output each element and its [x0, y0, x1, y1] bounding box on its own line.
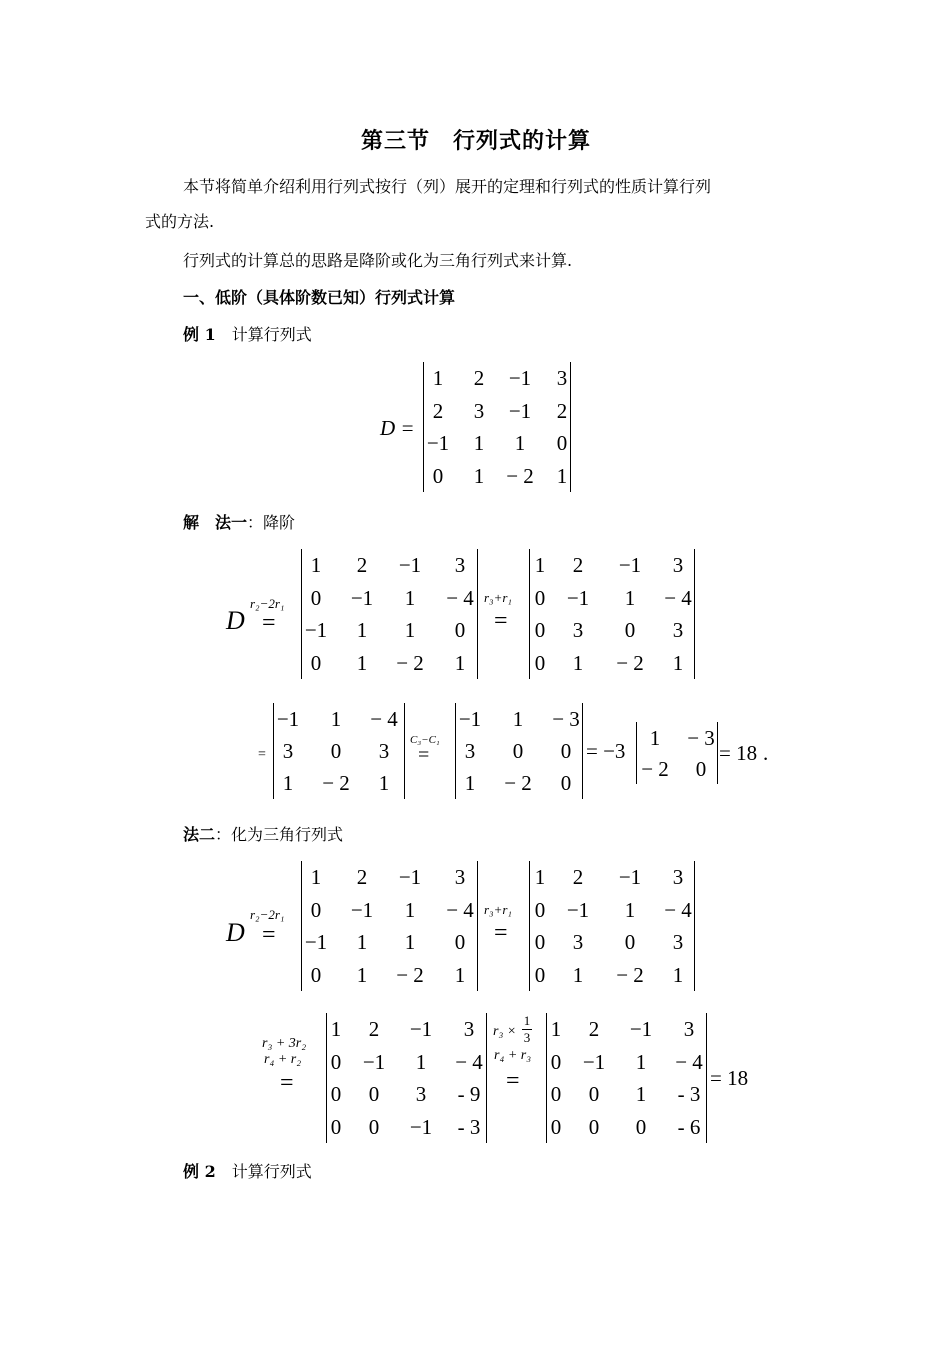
matrix-cell: 0 [330, 739, 342, 763]
matrix-cell: 1 [473, 463, 485, 488]
example-2-text: 计算行列式 [231, 1162, 312, 1181]
matrix-cell: 1 [454, 650, 466, 675]
op-r3-plus-3r2: r₃ + 3r₂ [262, 1036, 307, 1051]
matrix-cell: 0 [550, 1114, 562, 1139]
matrix-cell: −1 [350, 897, 374, 922]
solution-heading [183, 513, 295, 533]
matrix-cell: − 4 [446, 585, 474, 610]
matrix-cell: - 3 [677, 1082, 701, 1107]
matrix-cell: 2 [356, 553, 368, 578]
matrix-cell: 0 [550, 1082, 562, 1107]
example-2-heading [183, 1162, 312, 1182]
matrix-cell: 1 [356, 962, 368, 987]
op-r3-plus-r1: r₃+r₁ [484, 590, 512, 605]
matrix-cell: 3 [464, 739, 476, 763]
matrix-cell: - 9 [457, 1082, 481, 1107]
d-symbol-1: D [226, 606, 245, 635]
determinant-step-2 [529, 549, 695, 679]
matrix-cell: 2 [473, 366, 485, 391]
matrix-cell: 1 [534, 553, 546, 578]
matrix-cell: 0 [310, 897, 322, 922]
equals-7: = [280, 1070, 294, 1096]
equals-6: = [494, 920, 508, 946]
matrix-cell: 0 [534, 897, 546, 922]
approach-paragraph: 行列式的计算总的思路是降阶或化为三角行列式来计算. [183, 251, 573, 270]
matrix-cell: 0 [368, 1114, 380, 1139]
matrix-cell: 1 [404, 930, 416, 955]
matrix-cell: 1 [672, 962, 684, 987]
matrix-cell: −1 [409, 1114, 433, 1139]
matrix-cell: 0 [512, 739, 524, 763]
matrix-cell: − 2 [506, 463, 534, 488]
op-r4-plus-r3: r₄ + r₃ [494, 1048, 532, 1063]
matrix-cell: 3 [572, 930, 584, 955]
matrix-cell: − 4 [370, 707, 398, 731]
matrix-cell: 1 [624, 585, 636, 610]
equals-neg-3: = −3 [586, 739, 626, 763]
intro-paragraph-line-2: 式的方法. [145, 212, 215, 231]
matrix-cell: 0 [534, 585, 546, 610]
matrix-cell: 0 [635, 1114, 647, 1139]
matrix-cell: - 6 [677, 1114, 701, 1139]
matrix-cell: − 2 [396, 650, 424, 675]
matrix-cell: 0 [560, 771, 572, 795]
matrix-cell: 1 [556, 463, 568, 488]
matrix-cell: 2 [356, 865, 368, 890]
matrix-cell: 0 [624, 930, 636, 955]
period: . [763, 741, 769, 765]
matrix-cell: 3 [683, 1017, 695, 1042]
equals-4: = [418, 744, 430, 766]
result-18-method-1: = 18 [719, 741, 758, 765]
matrix-cell: −1 [618, 553, 642, 578]
matrix-cell: 1 [512, 707, 524, 731]
determinant-step-4 [529, 861, 695, 991]
matrix-cell: 1 [330, 707, 342, 731]
matrix-cell: 1 [624, 897, 636, 922]
op-r3-plus-r1-b: r₃+r₁ [484, 902, 512, 917]
matrix-cell: 3 [454, 553, 466, 578]
matrix-cell: −1 [582, 1049, 606, 1074]
matrix-cell: 3 [415, 1082, 427, 1107]
matrix-cell: − 4 [675, 1049, 703, 1074]
matrix-cell: −1 [398, 553, 422, 578]
matrix-cell: − 2 [616, 962, 644, 987]
op-r2-minus-2r1: r₂−2r₁ [250, 596, 285, 611]
matrix-cell: 3 [672, 618, 684, 643]
matrix-cell: 3 [556, 366, 568, 391]
matrix-cell: −1 [409, 1017, 433, 1042]
matrix-cell: 0 [310, 585, 322, 610]
matrix-cell: 1 [310, 865, 322, 890]
matrix-cell: 0 [588, 1114, 600, 1139]
d-equals-label: D = [380, 416, 415, 440]
matrix-cell: −1 [566, 897, 590, 922]
determinant-2x2 [636, 722, 718, 784]
method-1-text: ：降阶 [247, 513, 296, 532]
matrix-cell: 1 [356, 650, 368, 675]
determinant-step-1 [301, 549, 478, 679]
matrix-cell: 0 [310, 650, 322, 675]
matrix-cell: 2 [572, 865, 584, 890]
matrix-cell: 0 [432, 463, 444, 488]
result-18-method-2: = 18 [710, 1066, 749, 1090]
method-2-text: ：化为三角行列式 [215, 825, 344, 844]
matrix-cell: 1 [514, 431, 526, 456]
example-1-heading [183, 325, 312, 345]
matrix-cell: 0 [534, 618, 546, 643]
matrix-cell: − 4 [455, 1049, 483, 1074]
matrix-cell: 1 [356, 930, 368, 955]
example-1-text: 计算行列式 [231, 325, 312, 344]
matrix-cell: 3 [454, 865, 466, 890]
matrix-cell: 1 [356, 618, 368, 643]
fraction-denominator: 3 [523, 1030, 531, 1045]
equals-3: = [258, 747, 266, 762]
method-2-label: 法二 [183, 825, 216, 844]
matrix-cell: 1 [572, 962, 584, 987]
matrix-cell: −1 [304, 618, 328, 643]
matrix-cell: 0 [330, 1114, 342, 1139]
page-title: 第三节 行列式的计算 [360, 128, 591, 154]
matrix-cell: 1 [330, 1017, 342, 1042]
matrix-cell: 0 [624, 618, 636, 643]
matrix-cell: 0 [368, 1082, 380, 1107]
equals-2: = [494, 608, 508, 634]
matrix-cell: 1 [404, 585, 416, 610]
matrix-cell: 1 [534, 865, 546, 890]
example-1-label: 例 1 [183, 325, 216, 344]
matrix-cell: −1 [629, 1017, 653, 1042]
matrix-cell: 2 [588, 1017, 600, 1042]
determinant-upper-triangular [546, 1013, 707, 1143]
matrix-cell: −1 [304, 930, 328, 955]
matrix-cell: 2 [368, 1017, 380, 1042]
matrix-cell: − 3 [552, 707, 580, 731]
op-r3-times: r₃ × [493, 1024, 517, 1039]
matrix-cell: − 4 [664, 897, 692, 922]
example-2-label: 例 2 [183, 1162, 216, 1181]
matrix-cell: 3 [473, 398, 485, 423]
matrix-cell: 1 [404, 897, 416, 922]
matrix-cell: 1 [415, 1049, 427, 1074]
matrix-cell: 1 [454, 962, 466, 987]
matrix-cell: 0 [330, 1049, 342, 1074]
matrix-cell: 1 [432, 366, 444, 391]
matrix-cell: −1 [362, 1049, 386, 1074]
determinant-step-5 [326, 1013, 487, 1143]
matrix-cell: −1 [566, 585, 590, 610]
op-r2-minus-2r1-b: r₂−2r₁ [250, 907, 285, 922]
matrix-cell: 3 [672, 930, 684, 955]
determinant-3x3-b [455, 703, 583, 799]
matrix-cell: 0 [556, 431, 568, 456]
matrix-cell: 0 [454, 930, 466, 955]
matrix-cell: 2 [572, 553, 584, 578]
matrix-cell: 1 [635, 1049, 647, 1074]
matrix-cell: 1 [572, 650, 584, 675]
matrix-cell: 2 [432, 398, 444, 423]
determinant-3x3-a [273, 703, 405, 799]
matrix-cell: 1 [649, 725, 661, 750]
matrix-cell: 0 [560, 739, 572, 763]
matrix-cell: −1 [350, 585, 374, 610]
matrix-cell: 0 [330, 1082, 342, 1107]
matrix-cell: 0 [534, 962, 546, 987]
solution-label: 解 [183, 513, 200, 532]
matrix-cell: 0 [454, 618, 466, 643]
matrix-cell: 0 [534, 650, 546, 675]
equals-1: = [262, 610, 276, 636]
matrix-cell: − 4 [664, 585, 692, 610]
matrix-cell: 1 [404, 618, 416, 643]
matrix-cell: −1 [618, 865, 642, 890]
matrix-cell: −1 [276, 707, 300, 731]
matrix-cell: 0 [695, 756, 707, 781]
op-c3-minus-c1: C₃−C₁ [410, 734, 440, 746]
matrix-cell: 1 [310, 553, 322, 578]
matrix-cell: 0 [534, 930, 546, 955]
matrix-cell: −1 [398, 865, 422, 890]
matrix-cell: − 2 [504, 771, 532, 795]
matrix-cell: 1 [635, 1082, 647, 1107]
section-heading-1: 一、低阶（具体阶数已知）行列式计算 [183, 288, 456, 307]
matrix-cell: −1 [426, 431, 450, 456]
determinant-d [423, 362, 571, 492]
matrix-cell: - 3 [457, 1114, 481, 1139]
matrix-cell: − 2 [641, 756, 669, 781]
matrix-cell: 1 [464, 771, 476, 795]
matrix-cell: − 2 [616, 650, 644, 675]
method-1-label: 法一 [215, 513, 248, 532]
matrix-cell: −1 [458, 707, 482, 731]
matrix-cell: 0 [550, 1049, 562, 1074]
fraction-numerator: 1 [523, 1013, 531, 1028]
method-2-heading [183, 825, 343, 845]
intro-paragraph-line-1: 本节将简单介绍利用行列式按行（列）展开的定理和行列式的性质计算行列 [183, 177, 712, 196]
op-r4-plus-r2: r₄ + r₂ [264, 1052, 302, 1067]
matrix-cell: −1 [508, 398, 532, 423]
matrix-cell: 0 [310, 962, 322, 987]
matrix-cell: −1 [508, 366, 532, 391]
matrix-cell: 3 [378, 739, 390, 763]
matrix-cell: − 3 [687, 725, 715, 750]
matrix-cell: 3 [572, 618, 584, 643]
matrix-cell: 3 [282, 739, 294, 763]
matrix-cell: − 2 [396, 962, 424, 987]
matrix-cell: 1 [473, 431, 485, 456]
matrix-cell: − 4 [446, 897, 474, 922]
matrix-cell: 1 [550, 1017, 562, 1042]
matrix-cell: 0 [588, 1082, 600, 1107]
equals-5: = [262, 922, 276, 948]
matrix-cell: 3 [672, 553, 684, 578]
matrix-cell: 1 [672, 650, 684, 675]
matrix-cell: 2 [556, 398, 568, 423]
determinant-step-3 [301, 861, 478, 991]
equals-8: = [506, 1068, 520, 1094]
matrix-cell: 3 [672, 865, 684, 890]
d-symbol-2: D [226, 918, 245, 947]
matrix-cell: 1 [282, 771, 294, 795]
matrix-cell: 1 [378, 771, 390, 795]
matrix-cell: − 2 [322, 771, 350, 795]
matrix-cell: 3 [463, 1017, 475, 1042]
